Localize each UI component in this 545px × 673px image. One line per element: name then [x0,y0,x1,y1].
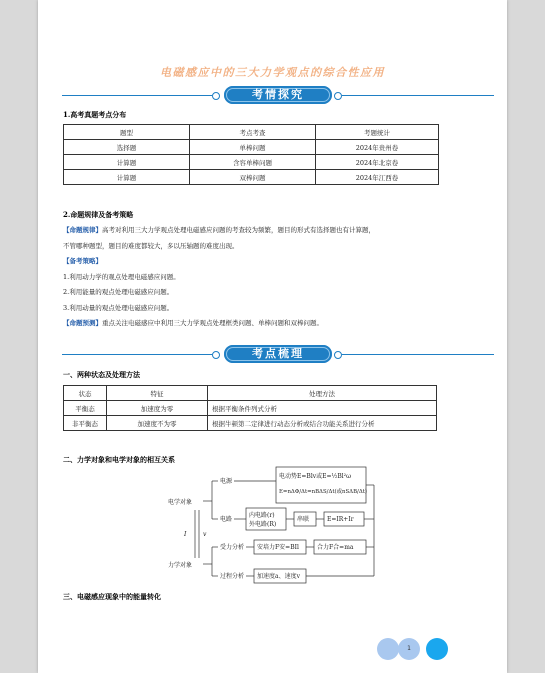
process-analysis-label: 过程分析 [220,573,245,580]
table-row [64,170,439,185]
mechanical-object-label: 力学对象 [168,562,193,569]
electric-object-label: 电学对象 [168,499,193,506]
table-header-cell: 考点考查 [190,125,316,140]
table-cell: 根据牛顿第二定律进行动态分析或结合功能关系进行分析 [208,416,437,431]
emf-formula-1: 电动势E=Blv或E=½Bl²ω [279,473,351,480]
table-cell: 平衡态 [64,401,107,416]
source-label: 电源 [220,478,233,485]
external-circuit-label: 外电路(R) [249,521,277,528]
list-item: 3.利用动量的观点处理电磁感应问题。 [63,303,174,312]
table-cell: 计算题 [64,155,190,170]
table-cell: 计算题 [64,170,190,185]
velocity-label: v [203,531,207,538]
rule-tag: 【命题规律】 [63,226,102,234]
table-row [64,416,437,431]
ohm-formula: E=IR+Ir [327,516,354,523]
table-cell: 选择题 [64,140,190,155]
strategy-tag: 【备考策略】 [63,257,102,265]
banner-label: 考点梳理 [224,345,332,363]
rule-paragraph [63,223,483,239]
heading-strategy: 2.命题规律及备考策略 [63,210,134,219]
heading-object-relations: 二、力学对象和电学对象的相互关系 [63,455,175,464]
relations-diagram [168,463,408,588]
heading-exam-distribution: 1.高考真题考点分布 [63,110,127,119]
table-cell: 2024年北京卷 [316,155,439,170]
table-cell: 2024年贵州卷 [316,140,439,155]
table-row [64,401,437,416]
states-table [63,385,437,431]
section-banner-exam-analysis [62,86,494,106]
table-header-cell: 处理方法 [208,386,437,401]
forecast-paragraph [63,316,483,332]
current-label: I [184,531,187,538]
heading-two-states: 一、两种状态及处理方法 [63,370,140,379]
forecast-text: 重点关注电磁感应中利用三大力学观点处理框类问题、单棒问题和双棒问题。 [102,319,323,327]
table-header-cell: 状态 [64,386,107,401]
table-cell: 2024年江西卷 [316,170,439,185]
table-cell: 加速度不为零 [107,416,208,431]
rule-text-cont: 不管哪种题型，题目的难度都较大，多以压轴题的难度出现。 [63,241,239,250]
banner-label: 考情探究 [224,86,332,104]
table-header-cell: 考题统计 [316,125,439,140]
table-row [64,140,439,155]
section-banner-key-points [62,345,494,365]
table-cell: 根据平衡条件列式分析 [208,401,437,416]
table-header-row [64,386,437,401]
list-item: 2.利用能量的观点处理电磁感应问题。 [63,288,174,296]
emf-formula-2: E=nΔΦ/Δt=nBΔS/Δt(或nSΔB/Δt) [279,489,368,495]
strategy-block [63,223,483,332]
table-header-cell: 特征 [107,386,208,401]
kinematics-label: 加速度a、速度v [257,573,300,580]
page-number[interactable]: 1 [398,638,420,660]
heading-energy-conversion: 三、电磁感应现象中的能量转化 [63,592,161,601]
table-cell: 双棒问题 [190,170,316,185]
circuit-label: 电路 [220,516,233,523]
ampere-force: 安培力F安=BIl [257,544,299,551]
series-label: 串联 [297,516,310,523]
table-header-row [64,125,439,140]
forecast-tag: 【命题预测】 [63,319,102,327]
force-analysis-label: 受力分析 [220,544,245,551]
page-nav-dot[interactable] [377,638,399,660]
table-cell: 单棒问题 [190,140,316,155]
list-item: 1.利用动力学的观点处理电磁感应问题。 [63,272,180,281]
table-header-cell: 题型 [64,125,190,140]
rule-text: 高考对利用三大力学观点处理电磁感应问题的考查较为频繁，题目的形式有选择题也有计算题， [102,226,375,234]
page-nav-dot-active[interactable] [426,638,448,660]
table-cell: 含容单棒问题 [190,155,316,170]
internal-circuit-label: 内电路(r) [249,512,275,519]
exam-distribution-table [63,124,439,185]
table-row [64,155,439,170]
table-cell: 非平衡态 [64,416,107,431]
net-force: 合力F合=ma [317,544,354,551]
document-title: 电磁感应中的三大力学观点的综合性应用 [160,66,385,79]
document-page [38,0,507,673]
table-cell: 加速度为零 [107,401,208,416]
